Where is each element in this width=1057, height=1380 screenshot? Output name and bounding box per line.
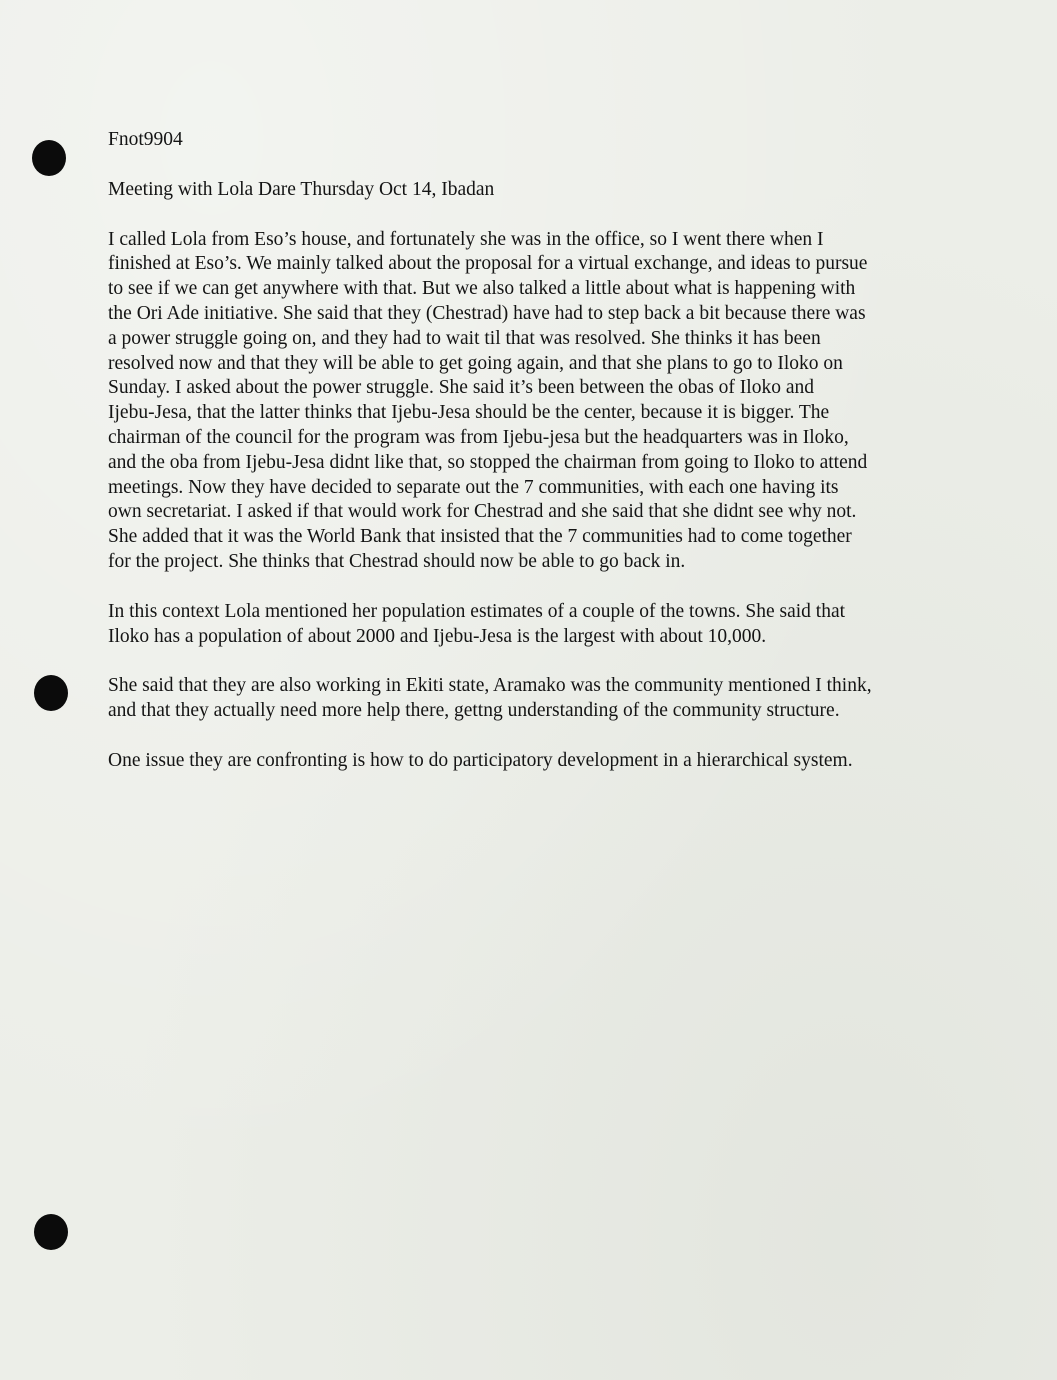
paragraph-3: She said that they are also working in Ekiti state, Aramako was the community mentioned I think, and that they actually need more help there, gettng understanding of the community structure.	[108, 675, 872, 722]
paragraph-1: I called Lola from Eso’s house, and fortunately she was in the office, so I went there when I finished at Eso’s. We mainly talked about the proposal for a virtual exchange, and ideas to pursue to see if we can get anywhere with that. But we also talked a little about what is happening with the Ori Ade initiative. She said that they (Chestrad) have had to step back a bit because there was a power struggle going on, and they had to wait til that was resolved. She thinks it has been resolved now and that they will be able to get going again, and that she plans to go to Iloko on Sunday. I asked about the power struggle. She said it’s been between the obas of Iloko and Ijebu-Jesa, that the latter thinks that Ijebu-Jesa should be the center, because it is bigger. The chairman of the council for the program was from Ijebu-jesa but the headquarters was in Iloko, and the oba from Ijebu-Jesa didnt like that, so stopped the chairman from going to Iloko to attend meetings. Now they have decided to separate out the 7 communities, with each one having its own secretariat. I asked if that would work for Chestrad and she said that she didnt see why not. She added that it was the World Bank that insisted that the 7 communities had to come together for the project. She thinks that Chestrad should now be able to go back in.	[108, 228, 868, 572]
punch-hole-middle	[34, 675, 68, 711]
paragraph-2: In this context Lola mentioned her population estimates of a couple of the towns. She said that Iloko has a population of about 2000 and Ijebu-Jesa is the largest with about 10,000.	[108, 600, 846, 647]
document-id: Fnot9904	[108, 129, 183, 150]
meeting-title: Meeting with Lola Dare Thursday Oct 14, Ibadan	[108, 178, 495, 200]
document-body	[108, 128, 928, 799]
punch-hole-bottom	[34, 1214, 68, 1250]
punch-hole-top	[32, 140, 66, 176]
paragraph-4: One issue they are confronting is how to do participatory development in a hierarchical system.	[108, 749, 853, 771]
